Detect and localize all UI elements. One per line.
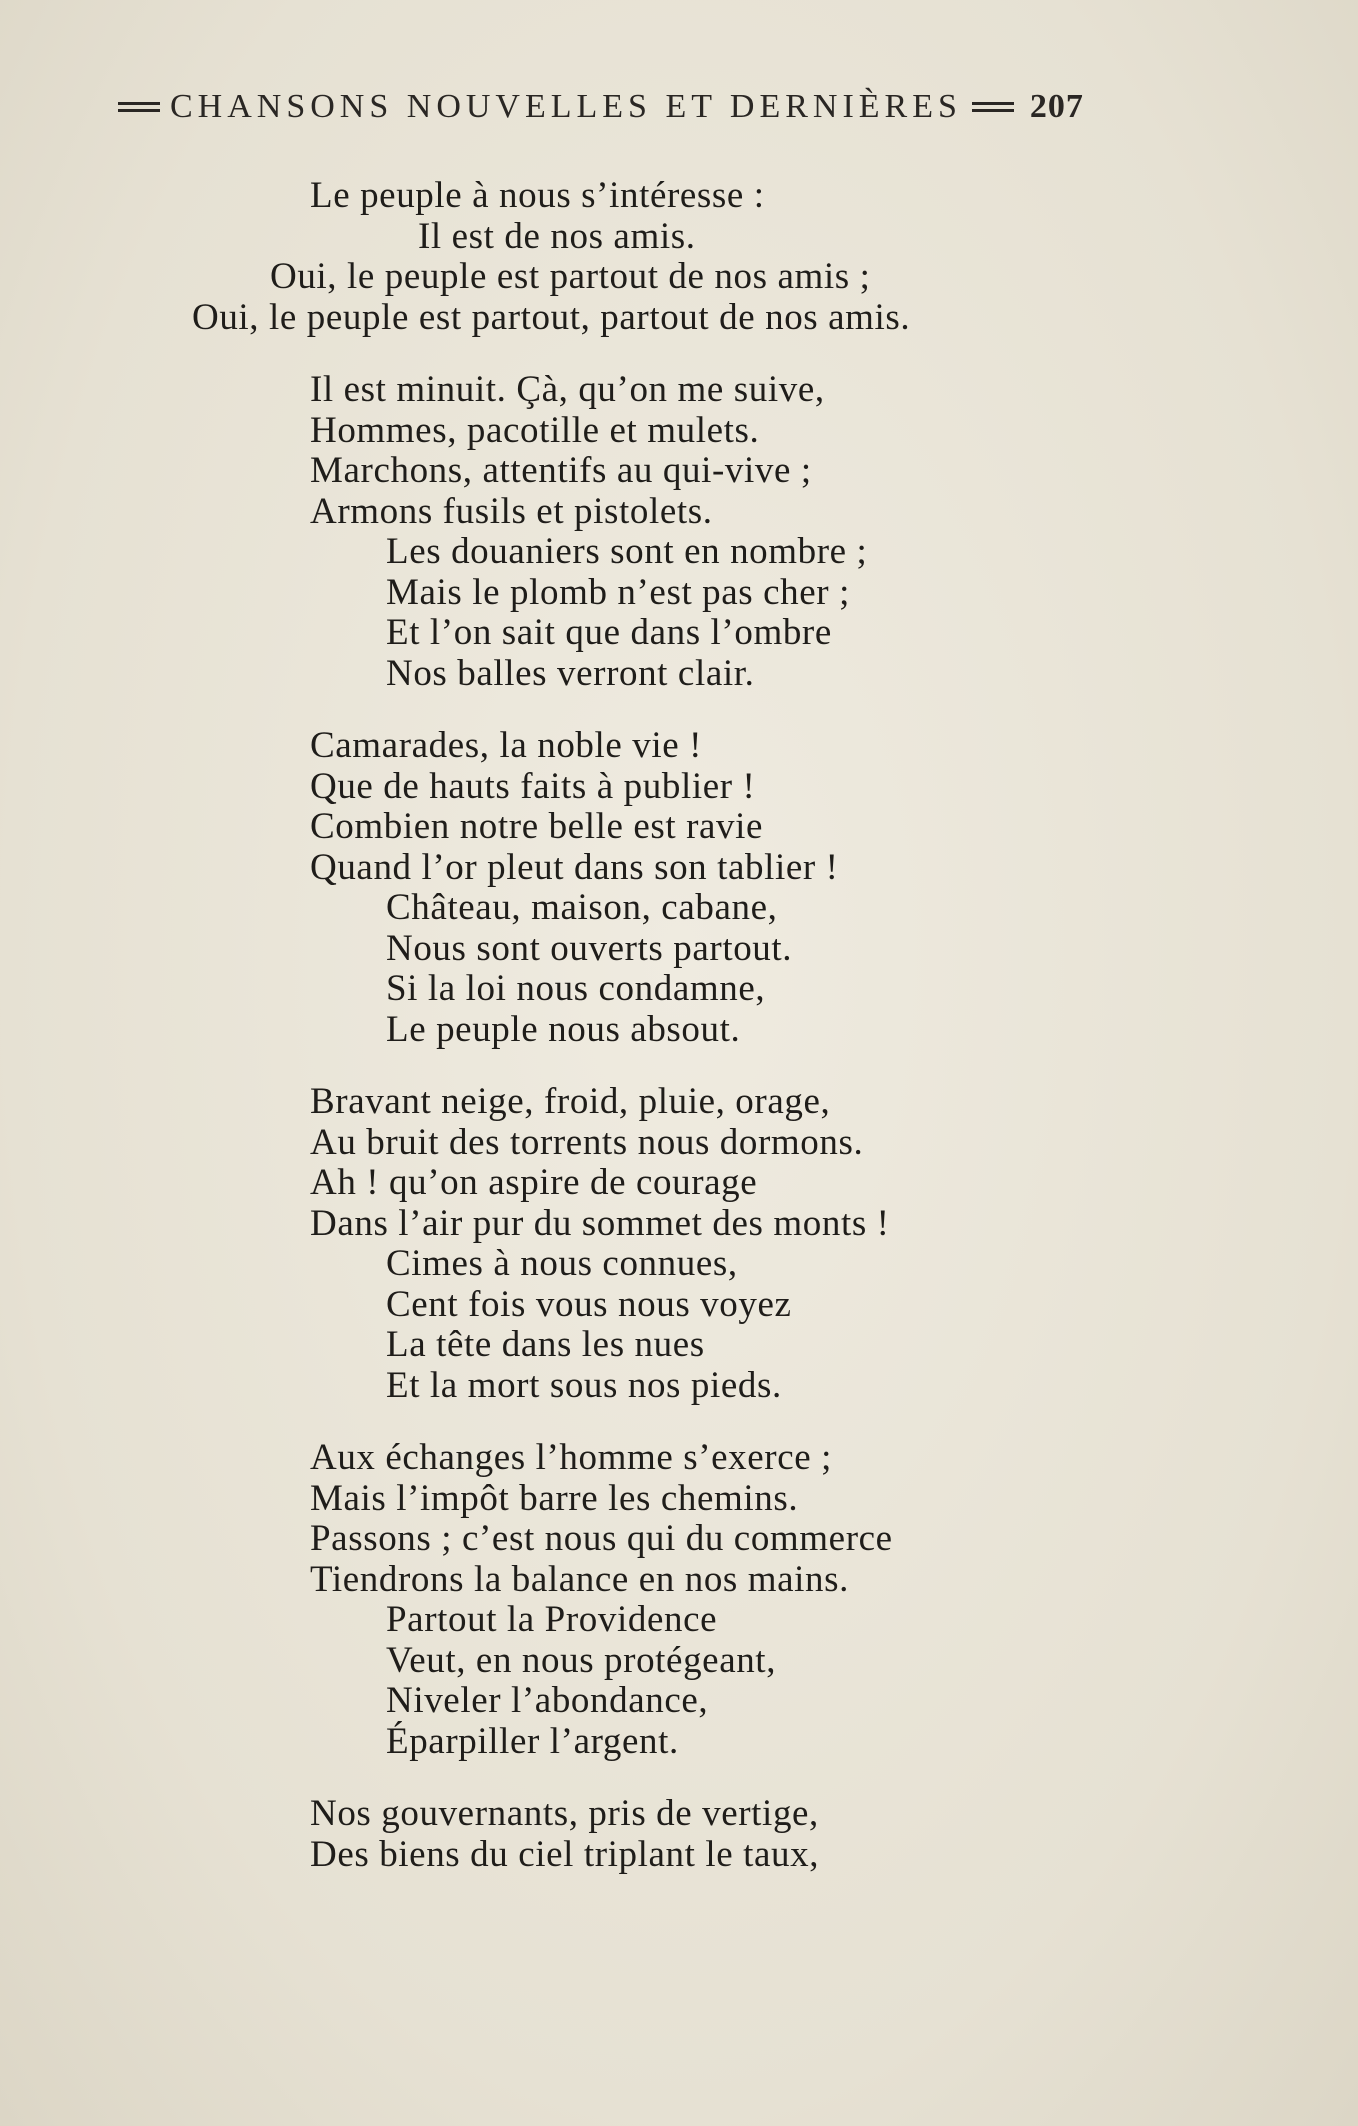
verse-line: Combien notre belle est ravie <box>310 806 764 847</box>
verse-line: Il est minuit. Çà, qu’on me suive, <box>310 369 825 410</box>
verse-line: Mais le plomb n’est pas cher ; <box>386 571 850 613</box>
verse-line: Dans l’air pur du sommet des monts ! <box>310 1202 890 1244</box>
verse-line: La tête dans les nues <box>386 1324 705 1365</box>
refrain-line: Le peuple à nous s’intéresse : <box>310 175 765 216</box>
stanza-2 <box>0 726 1358 1050</box>
verse-line: Au bruit des torrents nous dormons. <box>310 1121 864 1163</box>
verse-line: Quand l’or pleut dans son tablier ! <box>310 846 839 888</box>
verse-line: Des biens du ciel triplant le taux, <box>310 1833 820 1875</box>
verse-line: Le peuple nous absout. <box>386 1008 741 1050</box>
stanza-5-partial <box>0 1794 1358 1875</box>
header-rule-left <box>118 102 160 112</box>
verse-line: Et l’on sait que dans l’ombre <box>386 612 832 653</box>
verse-line: Ah ! qu’on aspire de courage <box>310 1162 758 1203</box>
verse-line: Si la loi nous condamne, <box>386 968 766 1009</box>
verse-line: Nous sont ouverts partout. <box>386 927 793 969</box>
verse-line: Niveler l’abondance, <box>386 1680 709 1721</box>
verse-line: Nos balles verront clair. <box>386 652 755 694</box>
verse-line: Armons fusils et pistolets. <box>310 490 713 532</box>
verse-line: Aux échanges l’homme s’exerce ; <box>310 1437 833 1478</box>
refrain-line: Oui, le peuple est partout de nos amis ; <box>270 256 871 297</box>
refrain-line: Il est de nos amis. <box>418 215 696 257</box>
page-number: 207 <box>1029 88 1084 125</box>
verse-line: Partout la Providence <box>386 1599 718 1640</box>
verse-line: Hommes, pacotille et mulets. <box>310 409 760 451</box>
verse-line: Veut, en nous protégeant, <box>386 1639 777 1681</box>
stanza-4 <box>0 1438 1358 1762</box>
refrain-line: Oui, le peuple est partout, partout de nos amis. <box>192 296 911 338</box>
verse-line: Nos gouvernants, pris de vertige, <box>310 1793 819 1834</box>
running-header <box>118 88 1198 126</box>
verse-line: Camarades, la noble vie ! <box>310 725 703 766</box>
verse-line: Mais l’impôt barre les chemins. <box>310 1477 799 1519</box>
stanza-3 <box>0 1082 1358 1406</box>
stanza-1 <box>0 370 1358 694</box>
verse-line: Marchons, attentifs au qui-vive ; <box>310 450 812 491</box>
header-title: CHANSONS NOUVELLES ET DERNIÈRES <box>170 88 962 125</box>
verse-line: Château, maison, cabane, <box>386 887 778 928</box>
verse-line: Bravant neige, froid, pluie, orage, <box>310 1081 831 1122</box>
header-rule-right <box>972 102 1014 112</box>
verse-line: Cimes à nous connues, <box>386 1243 738 1284</box>
verse-line: Éparpiller l’argent. <box>386 1720 679 1762</box>
verse-line: Cent fois vous nous voyez <box>386 1283 792 1325</box>
poem-body <box>0 176 1358 1907</box>
verse-line: Passons ; c’est nous qui du commerce <box>310 1518 893 1559</box>
verse-line: Que de hauts faits à publier ! <box>310 765 756 807</box>
refrain-stanza <box>0 176 1358 338</box>
verse-line: Les douaniers sont en nombre ; <box>386 531 868 572</box>
verse-line: Et la mort sous nos pieds. <box>386 1364 782 1406</box>
verse-line: Tiendrons la balance en nos mains. <box>310 1558 849 1600</box>
